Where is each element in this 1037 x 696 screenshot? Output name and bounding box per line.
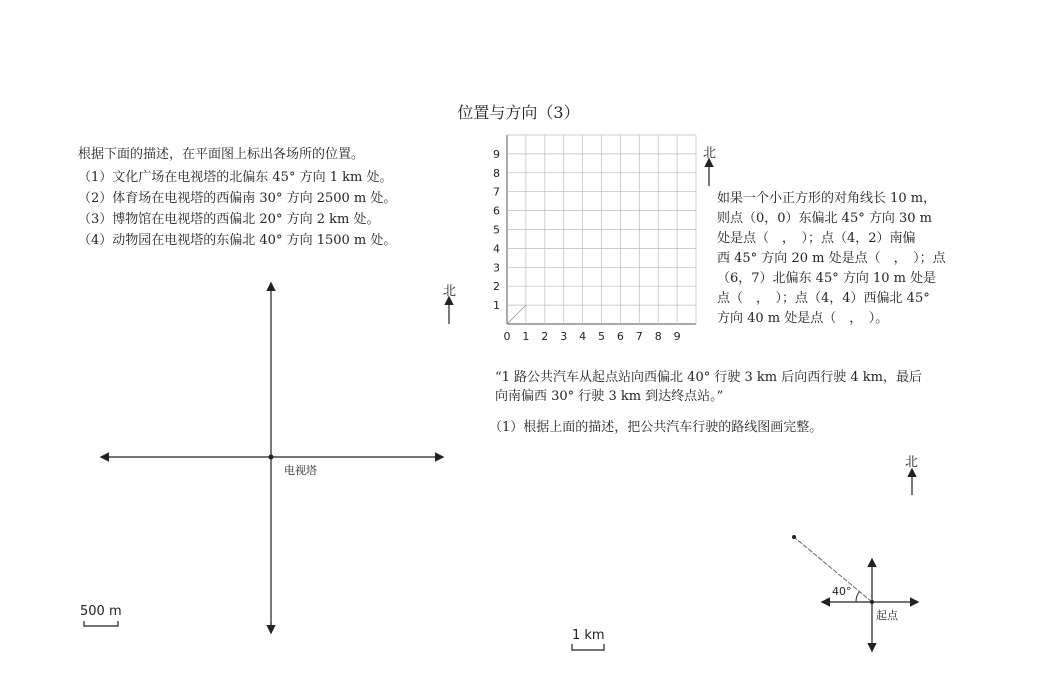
- grid-y-tick-label: 8: [493, 166, 500, 180]
- page-title: 位置与方向（3）: [457, 103, 580, 122]
- grid-question-line: （6，7）北偏东 45° 方向 10 m 处是: [717, 271, 937, 286]
- instructions-intro: 根据下面的描述，在平面图上标出各场所的位置。: [78, 147, 365, 162]
- bus-start-point: [870, 600, 874, 604]
- instruction-item: （3）博物馆在电视塔的西偏北 20° 方向 2 km 处。: [78, 212, 380, 227]
- bus-start-label: 起点: [876, 609, 898, 622]
- tv-tower-map: [84, 284, 449, 632]
- instruction-item: （4）动物园在电视塔的东偏北 40° 方向 1500 m 处。: [78, 233, 397, 248]
- bus-description: [495, 368, 965, 406]
- grid-y-tick-label: 6: [493, 204, 500, 218]
- grid-y-tick-label: 9: [493, 147, 500, 161]
- grid-x-tick-label: 5: [598, 330, 605, 343]
- grid-x-tick-label: 8: [654, 330, 662, 343]
- grid-y-tick-label: 3: [493, 261, 500, 275]
- grid-question-line: 如果一个小正方形的对角线长 10 m，: [717, 191, 937, 206]
- grid-north-label: 北: [703, 146, 717, 161]
- tv-tower-point: [269, 455, 274, 460]
- coordinate-grid: [493, 135, 696, 343]
- grid-y-tick-label: 4: [493, 242, 500, 256]
- bus-route-point: [792, 535, 796, 539]
- bus-angle-arc: [856, 592, 860, 603]
- bus-task: （1）根据上面的描述，把公共汽车行驶的路线图画完整。: [489, 420, 823, 435]
- bus-scale-bar: [572, 644, 604, 650]
- grid-x-tick-label: 4: [579, 330, 587, 343]
- grid-x-tick-label: 0: [503, 330, 511, 343]
- instruction-item: （1）文化广场在电视塔的北偏东 45° 方向 1 km 处。: [78, 170, 393, 185]
- grid-y-tick-label: 2: [493, 280, 500, 294]
- grid-question-line: 点（ ， ）；点（4，4）西偏北 45°: [717, 291, 930, 306]
- grid-question-line: 处是点（ ， ）；点（4，2）南偏: [717, 231, 916, 246]
- map1-scale-label: 500 m: [80, 604, 122, 619]
- grid-y-tick-label: 1: [493, 299, 500, 313]
- instruction-item: （2）体育场在电视塔的西偏南 30° 方向 2500 m 处。: [78, 191, 397, 206]
- bus-angle-label: 40°: [832, 585, 852, 598]
- grid-diagonal: [507, 305, 526, 324]
- bus-north-label: 北: [905, 455, 919, 470]
- bus-description-line: “1 路公共汽车从起点站向西偏北 40° 行驶 3 km 后向西行驶 4 km，最后: [495, 370, 922, 385]
- grid-x-tick-label: 1: [522, 330, 530, 343]
- grid-question-line: 方向 40 m 处是点（ ， ）。: [717, 311, 889, 326]
- grid-x-tick-label: 6: [616, 330, 624, 343]
- grid-x-tick-label: 9: [673, 330, 681, 343]
- map1-north-label: 北: [443, 284, 457, 299]
- bus-route-map: [572, 470, 917, 650]
- grid-x-tick-label: 7: [635, 330, 643, 343]
- grid-x-tick-label: 2: [541, 330, 549, 343]
- bus-scale-label: 1 km: [572, 628, 605, 643]
- grid-y-tick-label: 7: [493, 185, 500, 199]
- grid-y-tick-label: 5: [493, 223, 500, 237]
- grid-question-line: 则点（0，0）东偏北 45° 方向 30 m: [717, 211, 932, 226]
- bus-description-line: 向南偏西 30° 行驶 3 km 到达终点站。”: [495, 389, 724, 404]
- grid-question: [717, 189, 957, 329]
- grid-question-line: 西 45° 方向 20 m 处是点（ ， ）；点: [717, 251, 946, 266]
- grid-x-tick-label: 3: [560, 330, 568, 343]
- map1-scale-bar: [84, 621, 118, 626]
- tv-tower-label: 电视塔: [284, 464, 317, 477]
